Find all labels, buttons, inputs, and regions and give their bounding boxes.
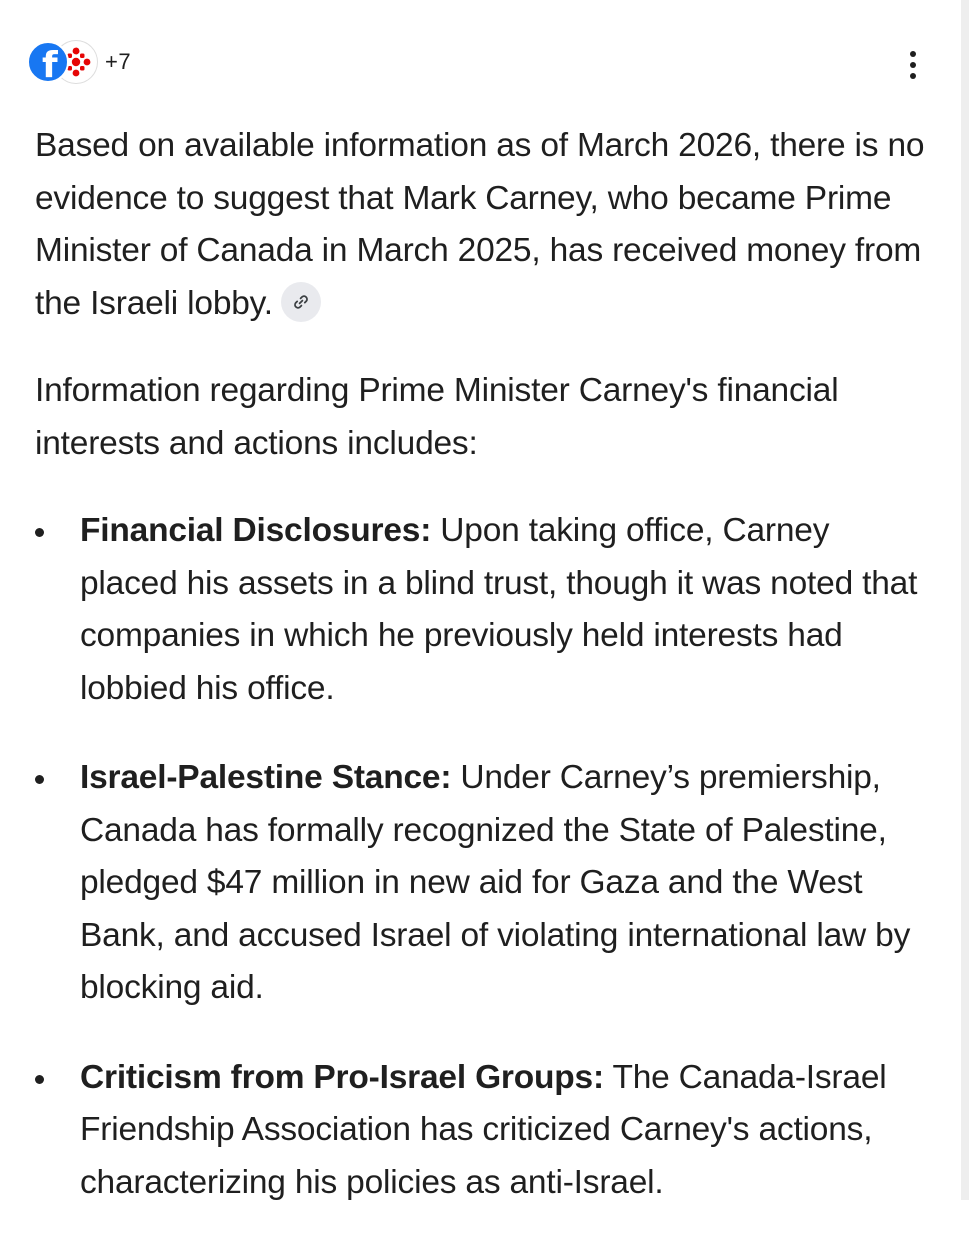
right-edge-strip (961, 0, 969, 1200)
list-item (35, 752, 935, 1015)
bullet-text: Under Carney’s premiership, Canada has formally recognized the State of Palestine, pledged $47 million in new aid for Gaza and the West Bank, and accused Israel of violating international law by blocking aid. (80, 759, 911, 1006)
bullet-text: The Canada-Israel Friendship Association has criticized Carney's actions, characterizing his policies as anti-Israel. (80, 1058, 887, 1201)
bullet-dot (35, 775, 44, 784)
list-item (35, 1052, 935, 1210)
bullet-title: Financial Disclosures: (80, 512, 432, 549)
bullet-title: Criticism from Pro-Israel Groups: (80, 1058, 604, 1096)
source-favicons[interactable] (27, 38, 131, 86)
bullet-text: Upon taking office, Carney placed his assets in a blind trust, though it was noted that companies in which he previously held interests had lobbied his office. (80, 512, 918, 707)
more-vert-icon (910, 51, 916, 57)
paragraph-text: Based on available information as of March 2026, there is no evidence to suggest that Mark Carney, who became Prime Minister of Canada in March 2025, has received money from the Israeli lobby. (35, 127, 925, 322)
answer-paragraph: Information regarding Prime Minister Carney's financial interests and actions includes: (35, 372, 839, 462)
source-link-button[interactable] (281, 282, 321, 322)
link-icon (291, 292, 311, 312)
list-item (35, 505, 935, 715)
answer-paragraph (35, 120, 935, 330)
bullet-title: Israel-Palestine Stance: (80, 759, 452, 796)
more-sources-count[interactable]: +7 (105, 49, 132, 74)
bullet-dot (35, 1075, 44, 1084)
answer-bullet-list (35, 505, 935, 1209)
bullet-dot (35, 528, 44, 537)
more-options-button[interactable] (896, 44, 930, 86)
facebook-logo-icon[interactable]: f (27, 41, 69, 83)
ai-answer (35, 120, 935, 1246)
